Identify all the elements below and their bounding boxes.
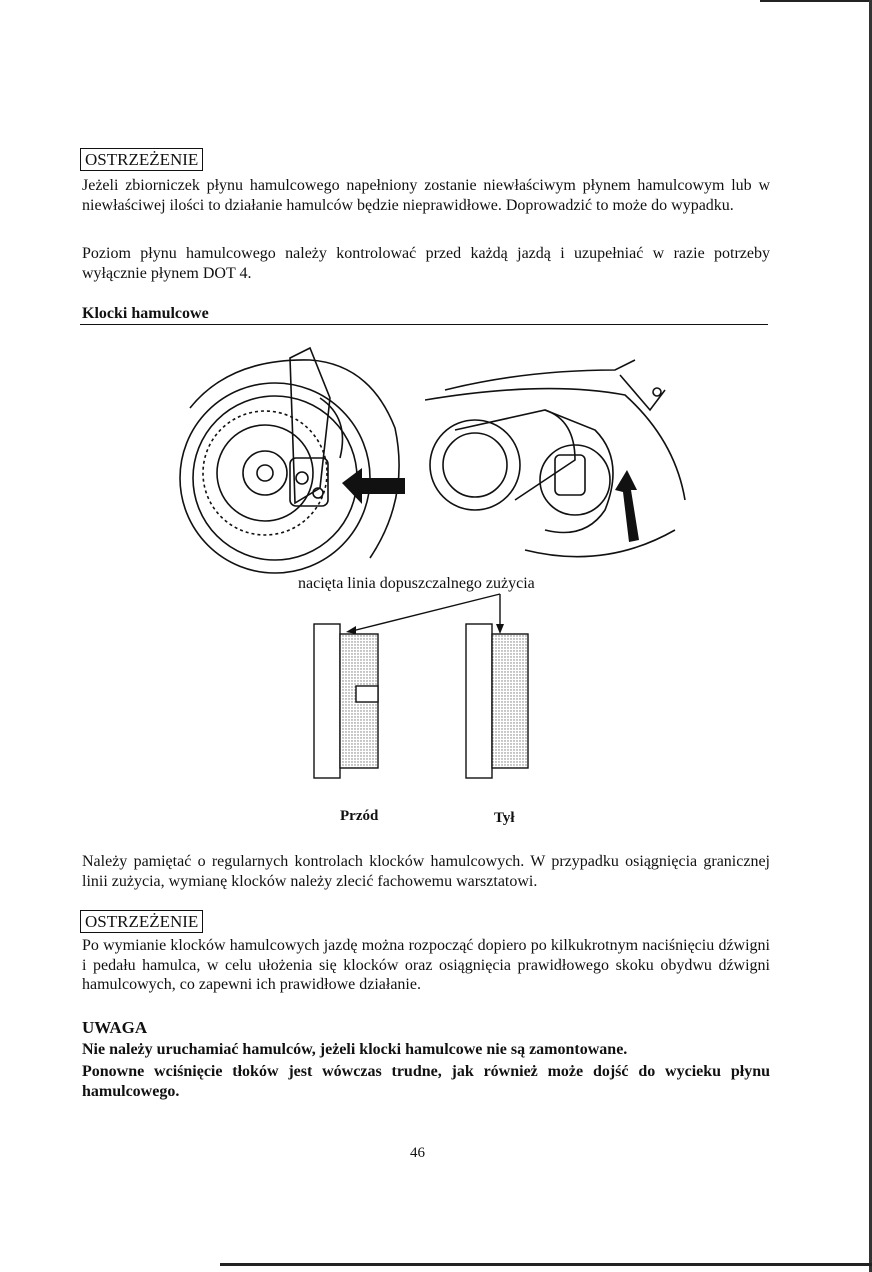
brake-pads-diagram [300, 590, 550, 790]
warning-label: OSTRZEŻENIE [80, 148, 203, 171]
rear-brake-illustration [425, 350, 695, 580]
body-paragraph: Należy pamiętać o regularnych kontrolach klocków hamulcowych. W przypadku osiągnięcia granicznej linii zużycia, wymianę klocków należy zlecić fachowemu warsztatowi. [82, 853, 770, 890]
warning-paragraph: Jeżeli zbiorniczek płynu hamulcowego napełniony zostanie niewłaściwym płynem hamulcowym lub w niewłaściwej ilości to działanie hamulców będzie nieprawidłowe. Doprowadzić to może do wypadku. [82, 177, 770, 214]
section-rule [80, 324, 768, 325]
note-line: Nie należy uruchamiać hamulców, jeżeli klocki hamulcowe nie są zamontowane. [82, 1041, 628, 1058]
warning-paragraph: Po wymianie klocków hamulcowych jazdę można rozpocząć dopiero po kilkukrotnym naciśnięciu dźwigni i pedału hamulca, w celu ułożenia się klocków oraz osiągnięcia prawidłowego skoku obydwu dźwigni hamulcowych, co zapewni ich prawidłowe działanie. [82, 937, 770, 993]
warning-paragraph: Poziom płynu hamulcowego należy kontrolować przed każdą jazdą i uzupełniać w razie potrzeby wyłącznie płynem DOT 4. [82, 245, 770, 282]
scan-edge-top [760, 0, 872, 2]
front-pad-label: Przód [340, 808, 379, 824]
note-title: UWAGA [82, 1018, 148, 1037]
front-brake-illustration [170, 338, 420, 578]
section-title: Klocki hamulcowe [82, 305, 209, 322]
note-line: Ponowne wciśnięcie tłoków jest wówczas trudne, jak również może dojść do wycieku płynu hamulcowego. [82, 1063, 770, 1100]
rear-pad-label: Tył [494, 810, 515, 826]
warning-label: OSTRZEŻENIE [80, 910, 203, 933]
scan-edge-bottom [220, 1263, 872, 1266]
page-number: 46 [410, 1145, 425, 1161]
wear-line-caption: nacięta linia dopuszczalnego zużycia [298, 575, 535, 592]
